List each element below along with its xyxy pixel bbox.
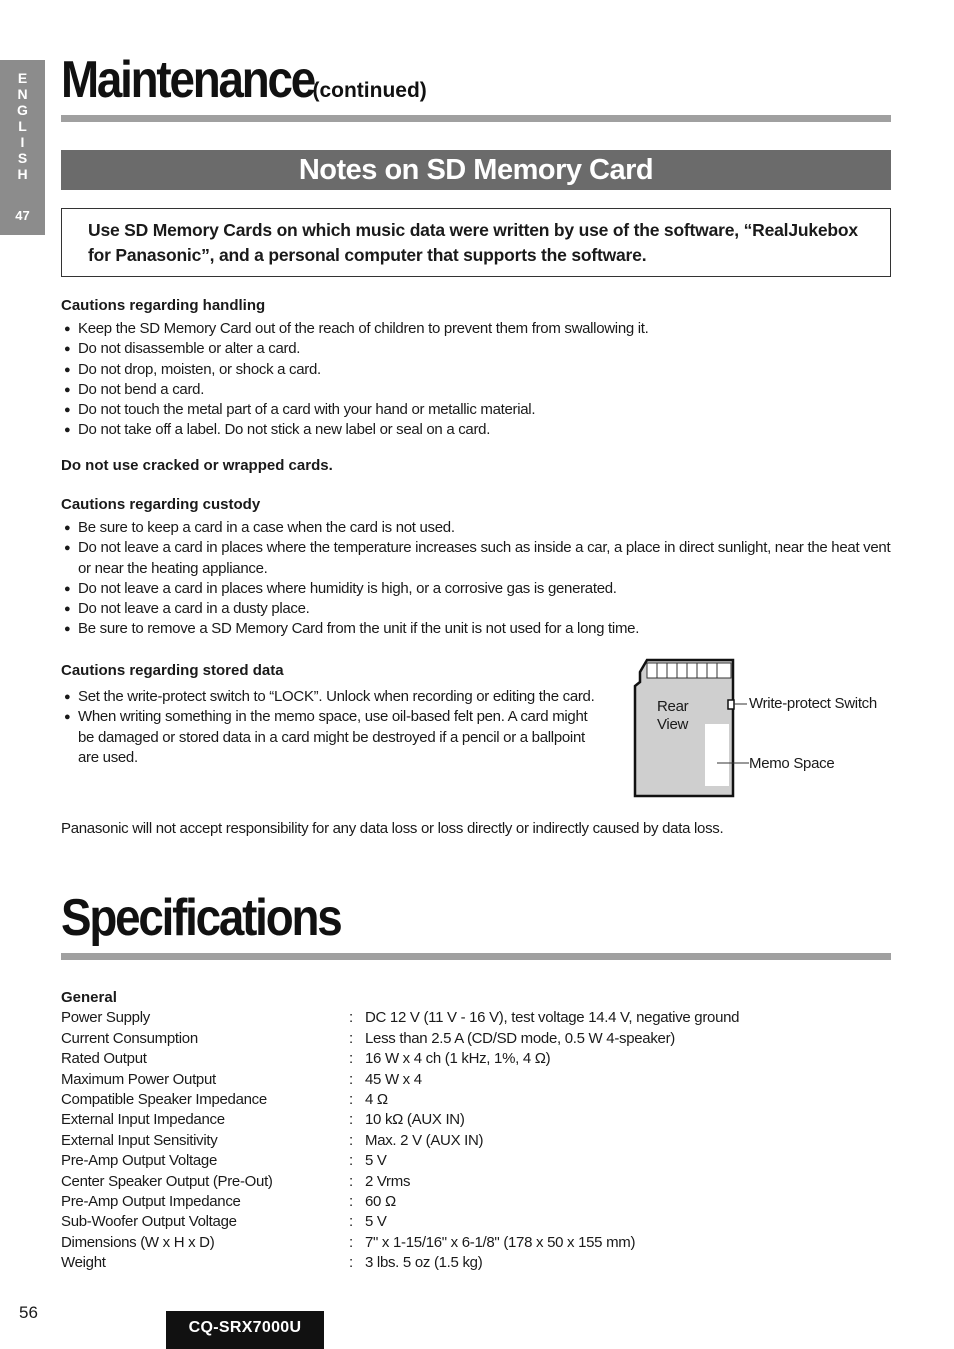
cracked-cards-note: Do not use cracked or wrapped cards. <box>61 457 333 474</box>
stored-data-heading: Cautions regarding stored data <box>61 662 284 679</box>
spec-label: Pre-Amp Output Impedance <box>61 1192 241 1210</box>
spec-colon: : <box>349 1090 353 1108</box>
rear-view-label-line2: View <box>657 716 689 733</box>
list-item: ● Do not disassemble or alter a card. <box>61 339 891 359</box>
side-tab-letter: E <box>17 70 28 86</box>
spec-label: Maximum Power Output <box>61 1070 216 1088</box>
disclaimer-text: Panasonic will not accept responsibility for any data loss or loss directly or indirectly caused by data loss. <box>61 820 724 837</box>
title-rule <box>61 115 891 122</box>
spec-value: 4 Ω <box>365 1090 388 1108</box>
list-item: ● Do not take off a label. Do not stick a new label or seal on a card. <box>61 420 891 440</box>
spec-row <box>61 1110 739 1130</box>
spec-colon: : <box>349 1192 353 1210</box>
spec-value: 10 kΩ (AUX IN) <box>365 1111 465 1129</box>
spec-row <box>61 1131 739 1151</box>
rear-view-label-line1: Rear <box>657 698 689 715</box>
page-number: 56 <box>19 1303 38 1322</box>
side-tab-letter: S <box>17 150 28 166</box>
sd-card-diagram <box>633 658 903 803</box>
spec-label: External Input Impedance <box>61 1111 225 1129</box>
write-protect-switch-icon <box>727 698 747 712</box>
spec-row <box>61 1070 739 1090</box>
notice-text: Use SD Memory Cards on which music data were written by use of the software, “RealJukebox for Panasonic”, and a personal computer that supports the software. <box>88 220 858 265</box>
spec-label: Sub-Woofer Output Voltage <box>61 1213 237 1231</box>
side-tab-letter: L <box>18 118 27 134</box>
spec-label: Pre-Amp Output Voltage <box>61 1152 217 1170</box>
spec-colon: : <box>349 1152 353 1170</box>
list-item: ● Do not leave a card in a dusty place. <box>61 599 891 619</box>
side-tab-letter: H <box>17 166 28 182</box>
spec-label: Current Consumption <box>61 1029 198 1047</box>
side-tab-letter: N <box>17 86 28 102</box>
spec-colon: : <box>349 1131 353 1149</box>
spec-row <box>61 1253 739 1273</box>
spec-row <box>61 1233 739 1253</box>
spec-label: Dimensions (W x H x D) <box>61 1233 215 1251</box>
spec-colon: : <box>349 1213 353 1231</box>
spec-value: Max. 2 V (AUX IN) <box>365 1131 484 1149</box>
memo-space-label: Memo Space <box>749 755 835 772</box>
handling-list <box>61 319 891 441</box>
page-subtitle: (continued) <box>312 79 427 102</box>
spec-value: 2 Vrms <box>365 1172 411 1190</box>
spec-row <box>61 1008 739 1028</box>
spec-label: Power Supply <box>61 1009 150 1027</box>
spec-value: 16 W x 4 ch (1 kHz, 1%, 4 Ω) <box>365 1050 551 1068</box>
spec-colon: : <box>349 1233 353 1251</box>
list-item: ● Be sure to remove a SD Memory Card from the unit if the unit is not used for a long time. <box>61 619 891 639</box>
spec-row <box>61 1029 739 1049</box>
spec-colon: : <box>349 1070 353 1088</box>
model-number-badge: CQ-SRX7000U <box>166 1311 324 1349</box>
page-title: Maintenance <box>61 51 314 109</box>
list-item: ● Do not leave a card in places where the temperature increases such as inside a car, a place in direct sunlight, near the heat vent or near the heating appliance. <box>61 538 891 579</box>
list-item: ● Do not touch the metal part of a card with your hand or metallic material. <box>61 400 891 420</box>
spec-value: 45 W x 4 <box>365 1070 422 1088</box>
write-protect-switch-label: Write-protect Switch <box>749 695 877 712</box>
list-item: ● When writing something in the memo space, use oil-based felt pen. A card might be damaged or stored data in a card might be destroyed if a pencil or a ballpoint are used. <box>61 707 606 768</box>
list-item: ● Set the write-protect switch to “LOCK”. Unlock when recording or editing the card. <box>61 687 606 707</box>
notice-box <box>61 208 891 277</box>
spec-colon: : <box>349 1050 353 1068</box>
list-item: ● Do not bend a card. <box>61 380 891 400</box>
handling-heading: Cautions regarding handling <box>61 297 266 314</box>
list-item: ● Keep the SD Memory Card out of the reach of children to prevent them from swallowing it. <box>61 319 891 339</box>
specifications-rule <box>61 953 891 960</box>
spec-value: 5 V <box>365 1213 387 1231</box>
spec-value: 7" x 1-15/16" x 6-1/8" (178 x 50 x 155 mm) <box>365 1233 636 1251</box>
section-title-bar: Notes on SD Memory Card <box>61 150 891 190</box>
spec-colon: : <box>349 1029 353 1047</box>
page-title-row <box>61 50 427 110</box>
spec-label: Rated Output <box>61 1050 147 1068</box>
spec-row <box>61 1172 739 1192</box>
specifications-title: Specifications <box>61 889 341 947</box>
side-tab-letters <box>0 60 45 182</box>
side-tab-letter: G <box>17 102 28 118</box>
side-tab-number: 47 <box>15 208 30 223</box>
memo-space-leader-line <box>717 758 749 768</box>
specifications-table <box>61 988 739 1273</box>
spec-label: Compatible Speaker Impedance <box>61 1090 267 1108</box>
list-item: ● Do not leave a card in places where humidity is high, or a corrosive gas is generated. <box>61 579 891 599</box>
spec-row <box>61 1090 739 1110</box>
stored-data-list <box>61 687 606 768</box>
side-tab-letter: I <box>20 134 25 150</box>
spec-value: 3 lbs. 5 oz (1.5 kg) <box>365 1254 483 1272</box>
spec-colon: : <box>349 1254 353 1272</box>
spec-value: DC 12 V (11 V - 16 V), test voltage 14.4 V, negative ground <box>365 1009 740 1027</box>
spec-colon: : <box>349 1009 353 1027</box>
language-side-tab <box>0 60 45 235</box>
spec-colon: : <box>349 1111 353 1129</box>
spec-row <box>61 1212 739 1232</box>
spec-value: 60 Ω <box>365 1192 396 1210</box>
spec-label: Weight <box>61 1254 106 1272</box>
spec-value: 5 V <box>365 1152 387 1170</box>
list-item: ● Be sure to keep a card in a case when the card is not used. <box>61 518 891 538</box>
spec-row <box>61 1049 739 1069</box>
custody-heading: Cautions regarding custody <box>61 496 261 513</box>
spec-row <box>61 1151 739 1171</box>
spec-value: Less than 2.5 A (CD/SD mode, 0.5 W 4-speaker) <box>365 1029 675 1047</box>
spec-colon: : <box>349 1172 353 1190</box>
custody-list <box>61 518 891 640</box>
spec-row <box>61 1192 739 1212</box>
spec-label: External Input Sensitivity <box>61 1131 218 1149</box>
spec-group-heading: General <box>61 989 117 1006</box>
spec-label: Center Speaker Output (Pre-Out) <box>61 1172 273 1190</box>
list-item: ● Do not drop, moisten, or shock a card. <box>61 360 891 380</box>
